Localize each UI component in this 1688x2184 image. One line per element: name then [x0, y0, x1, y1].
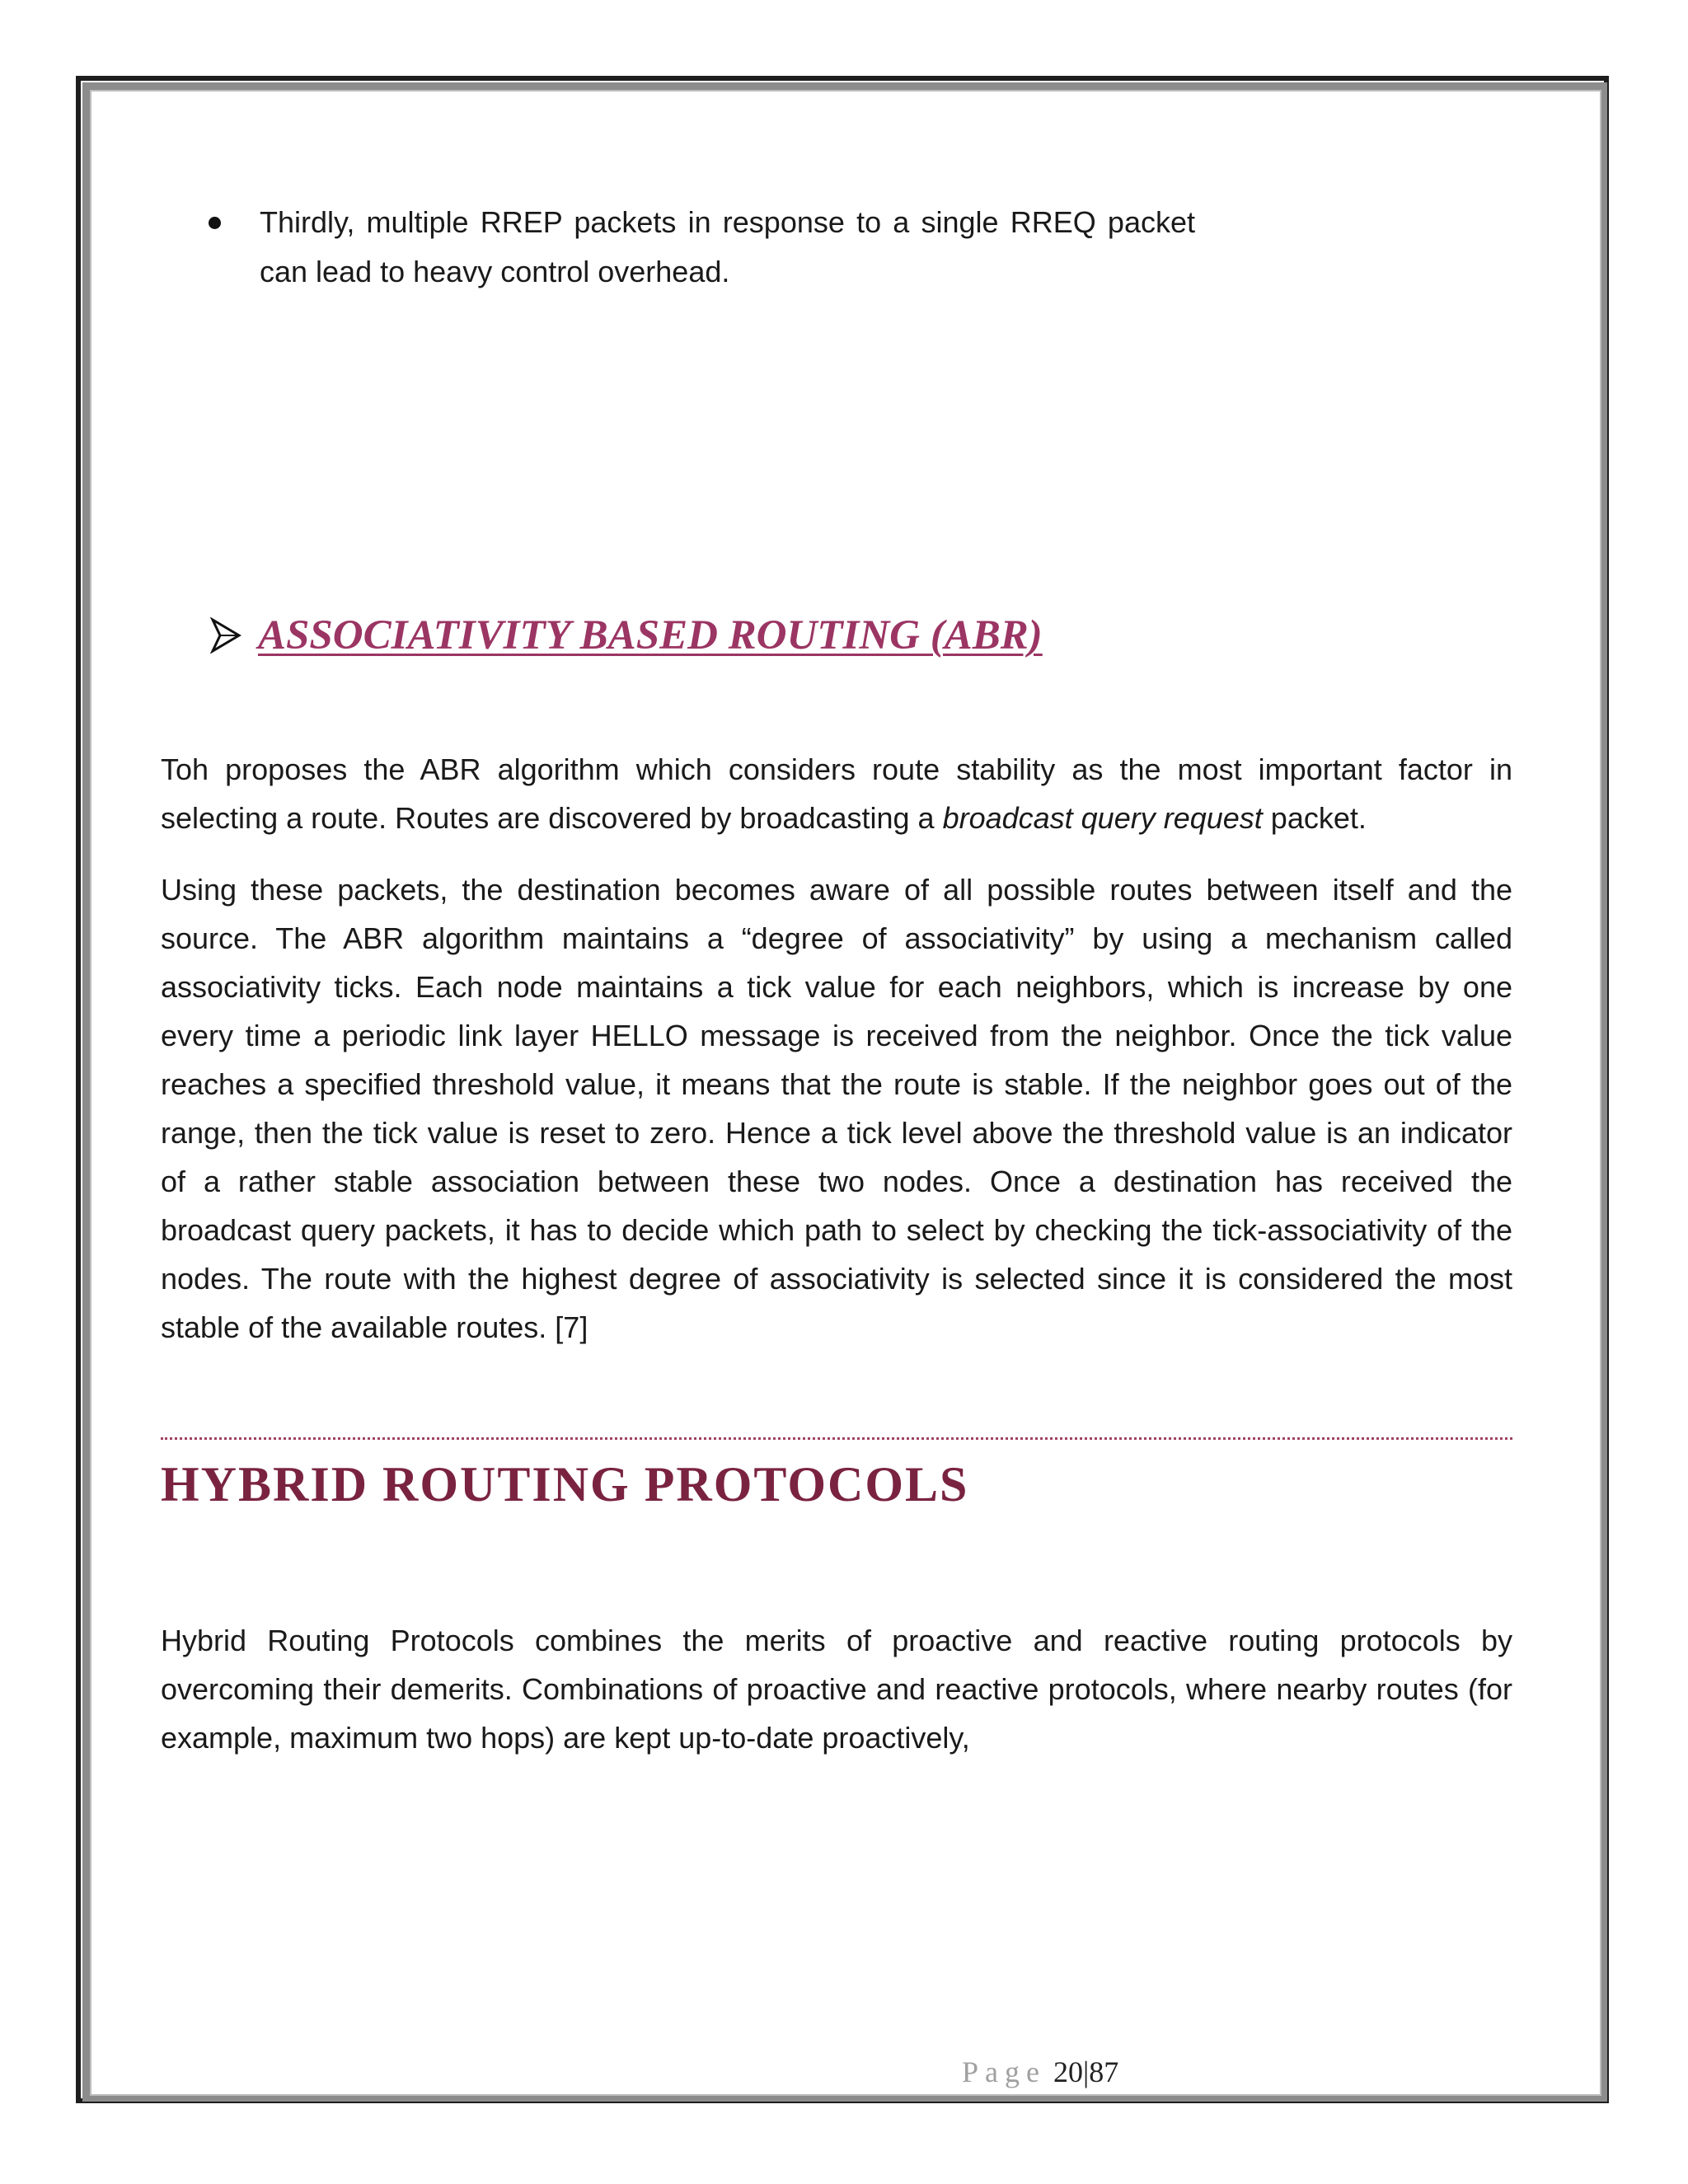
- section-divider: [161, 1437, 1512, 1440]
- page-footer: [962, 2055, 1118, 2089]
- abr-paragraph-2: Using these packets, the destination becomes aware of all possible routes between itself and the source. The ABR algorithm maintains a “degree of associativity” by using a mechanism called associativity ticks. Each node maintains a tick value for each neighbors, which is increase by one every time a periodic link layer HELLO message is received from the neighbor. Once the tick value reaches a specified threshold value, it means that the route is stable. If the neighbor goes out of the range, then the tick value is reset to zero. Hence a tick level above the threshold value is an indicator of a rather stable association between these two nodes. Once a destination has received the broadcast query packets, it has to decide which path to select by checking the tick-associativity of the nodes. The route with the highest degree of associativity is selected since it is considered the most stable of the available routes. [7]: [161, 873, 1512, 1344]
- abr-paragraph-1-italic: broadcast query request: [942, 801, 1263, 835]
- bullet-list: [161, 198, 1195, 297]
- arrowhead-icon: [210, 617, 241, 654]
- list-item: [161, 198, 1195, 297]
- page-content: [161, 198, 1512, 1762]
- total-pages: 87: [1089, 2055, 1119, 2088]
- hybrid-paragraph: Hybrid Routing Protocols combines the merits of proactive and reactive routing protocols by overcoming their demerits. Combinations of proactive and reactive protocols, where nearby routes (for example, maximum two hops) are kept up-to-date proactively,: [161, 1624, 1512, 1755]
- hybrid-title: HYBRID ROUTING PROTOCOLS: [161, 1457, 969, 1511]
- bullet-icon: [209, 217, 221, 229]
- abr-paragraph-1-end: packet.: [1262, 801, 1367, 835]
- page-separator: |: [1082, 2055, 1090, 2088]
- abr-heading: [161, 612, 1512, 659]
- abr-paragraph-1: [161, 745, 1512, 842]
- abr-paragraph-1-start: Toh proposes the ABR algorithm which considers route stability as the most important factor in selecting a route. Routes are discovered by broadcasting a: [161, 752, 1512, 835]
- page-label: Page: [962, 2055, 1046, 2088]
- page-number: 20: [1053, 2055, 1083, 2088]
- bullet-text: Thirdly, multiple RREP packets in response to a single RREQ packet can lead to heavy control overhead.: [260, 205, 1195, 288]
- abr-title: ASSOCIATIVITY BASED ROUTING (ABR): [258, 612, 1043, 658]
